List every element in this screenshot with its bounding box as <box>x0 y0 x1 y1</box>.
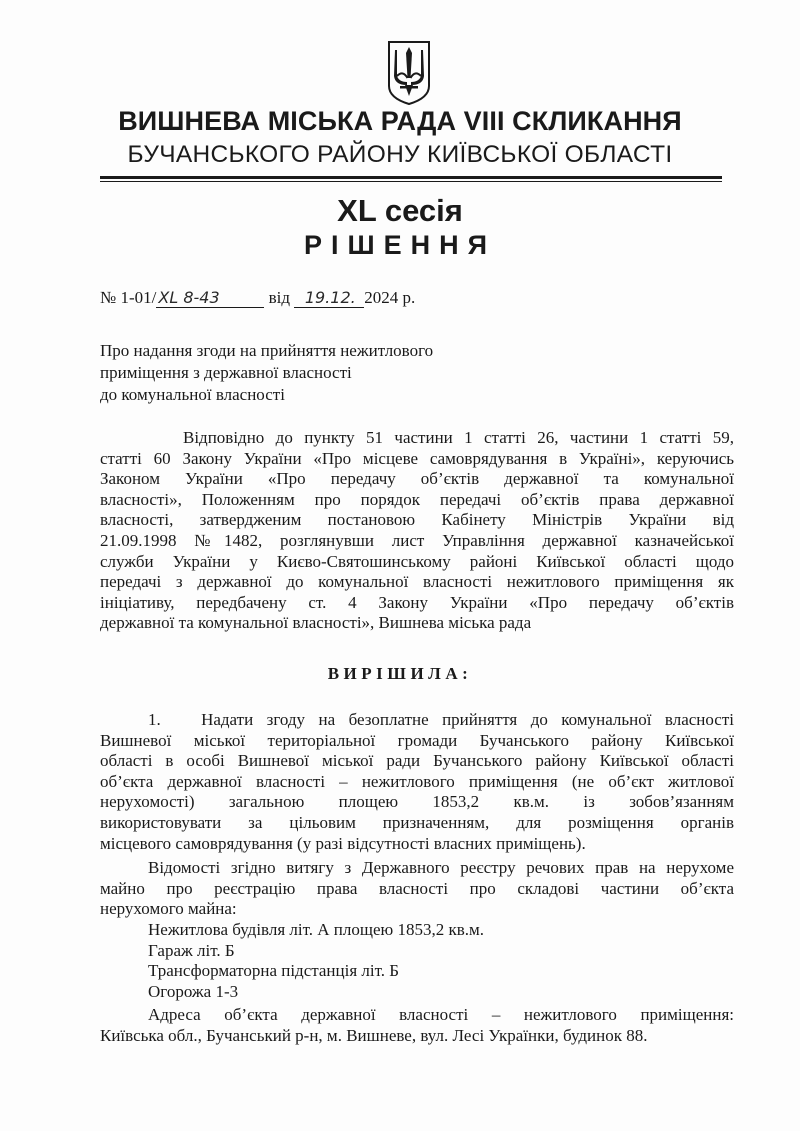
component-item: Трансформаторна підстанція літ. Б <box>148 961 400 981</box>
item-1-line: об’єкта державної власності – нежитлового приміщення (не об’єкт житлової <box>100 771 734 791</box>
district-subtitle: БУЧАНСЬКОГО РАЙОНУ КИЇВСЬКОЇ ОБЛАСТІ <box>127 141 673 168</box>
session-title: XL сесія <box>337 193 463 228</box>
preamble-line: власності», Положенням про порядок передачі об’єктів права державної <box>100 489 734 509</box>
preamble-line: служби України у Києво-Святошинському районі Київської області щодо <box>100 551 734 571</box>
registry-line: майно про реєстрацію права власності про складові частини об’єкта <box>100 878 734 898</box>
address-line: Київська обл., Бучанський р-н, м. Вишневе, вул. Лесі Українки, будинок 88. <box>100 1025 648 1045</box>
year-suffix: 2024 р. <box>364 288 416 307</box>
preamble-line: передачі з державної до комунальної власності нежитлового приміщення як <box>100 572 734 592</box>
item-1-line: місцевого самоврядування (у разі відсутності власних приміщень). <box>100 833 586 853</box>
subject-line: до комунальної власності <box>100 385 285 404</box>
header-divider-thick <box>100 176 722 179</box>
item-1-line: області в особі Вишневої міської ради Бучанського району Київської області <box>100 751 734 771</box>
handwritten-number: ХL 8-43 <box>156 289 264 308</box>
preamble-line: 21.09.1998 №1482, розглянувши лист Управління державної казначейської <box>100 530 734 550</box>
header-divider-thin <box>100 181 722 182</box>
address-paragraph <box>100 1005 734 1046</box>
registry-paragraph <box>100 858 734 920</box>
from-word: від <box>268 288 291 307</box>
component-item: Нежитлова будівля літ. А площею 1853,2 кв.м. <box>148 920 485 939</box>
preamble-line: Відповідно до пункту 51 частини 1 статті 26, частини 1 статті 59, <box>183 428 734 447</box>
preamble-line: Законом України «Про передачу об’єктів державної та комунальної <box>100 469 734 489</box>
registry-line: нерухомого майна: <box>100 899 237 919</box>
preamble-paragraph <box>100 428 734 634</box>
preamble-line: ініціативу, передбачену ст. 4 Закону України «Про передачу об’єктів <box>100 592 734 612</box>
item-1-line: Вишневої міської територіальної громади Бучанського району Київської <box>100 730 734 750</box>
subject-line: Про надання згоди на прийняття нежитлового <box>100 341 434 360</box>
trident-emblem-icon <box>386 40 432 106</box>
decision-number-line <box>100 288 415 308</box>
council-title: ВИШНЕВА МІСЬКА РАДА VIII СКЛИКАННЯ <box>118 106 682 136</box>
item-1-line: 1. Надати згоду на безоплатне прийняття до комунальної власності <box>148 710 734 729</box>
resolved-heading: ВИРІШИЛА: <box>327 664 473 683</box>
item-1-paragraph <box>100 710 734 854</box>
item-1-line: використовувати за цільовим призначенням, для розміщення органів <box>100 812 734 832</box>
decision-title: РІШЕННЯ <box>303 230 497 260</box>
item-1-line: нерухомості) загальною площею 1853,2 кв.м. із зобов’язанням <box>100 792 734 812</box>
preamble-line: власності, затвердженим постановою Кабінету Міністрів України від <box>100 510 734 530</box>
handwritten-date: 19.12. <box>294 289 364 308</box>
preamble-line: статті 60 Закону України «Про місцеве самоврядування в Україні», керуючись <box>100 448 734 468</box>
registry-line: Відомості згідно витягу з Державного реєстру речових прав на нерухоме <box>148 858 734 877</box>
preamble-line: державної та комунальної власності», Вишнева міська рада <box>100 613 532 633</box>
address-line: Адреса об’єкта державної власності – нежитлового приміщення: <box>148 1005 734 1024</box>
number-prefix: № 1-01/ <box>100 288 157 307</box>
subject-line: приміщення з державної власності <box>100 363 352 382</box>
components-list <box>100 920 734 1002</box>
component-item: Гараж літ. Б <box>148 940 235 960</box>
component-item: Огорожа 1-3 <box>148 981 239 1001</box>
decision-subject <box>100 340 433 406</box>
